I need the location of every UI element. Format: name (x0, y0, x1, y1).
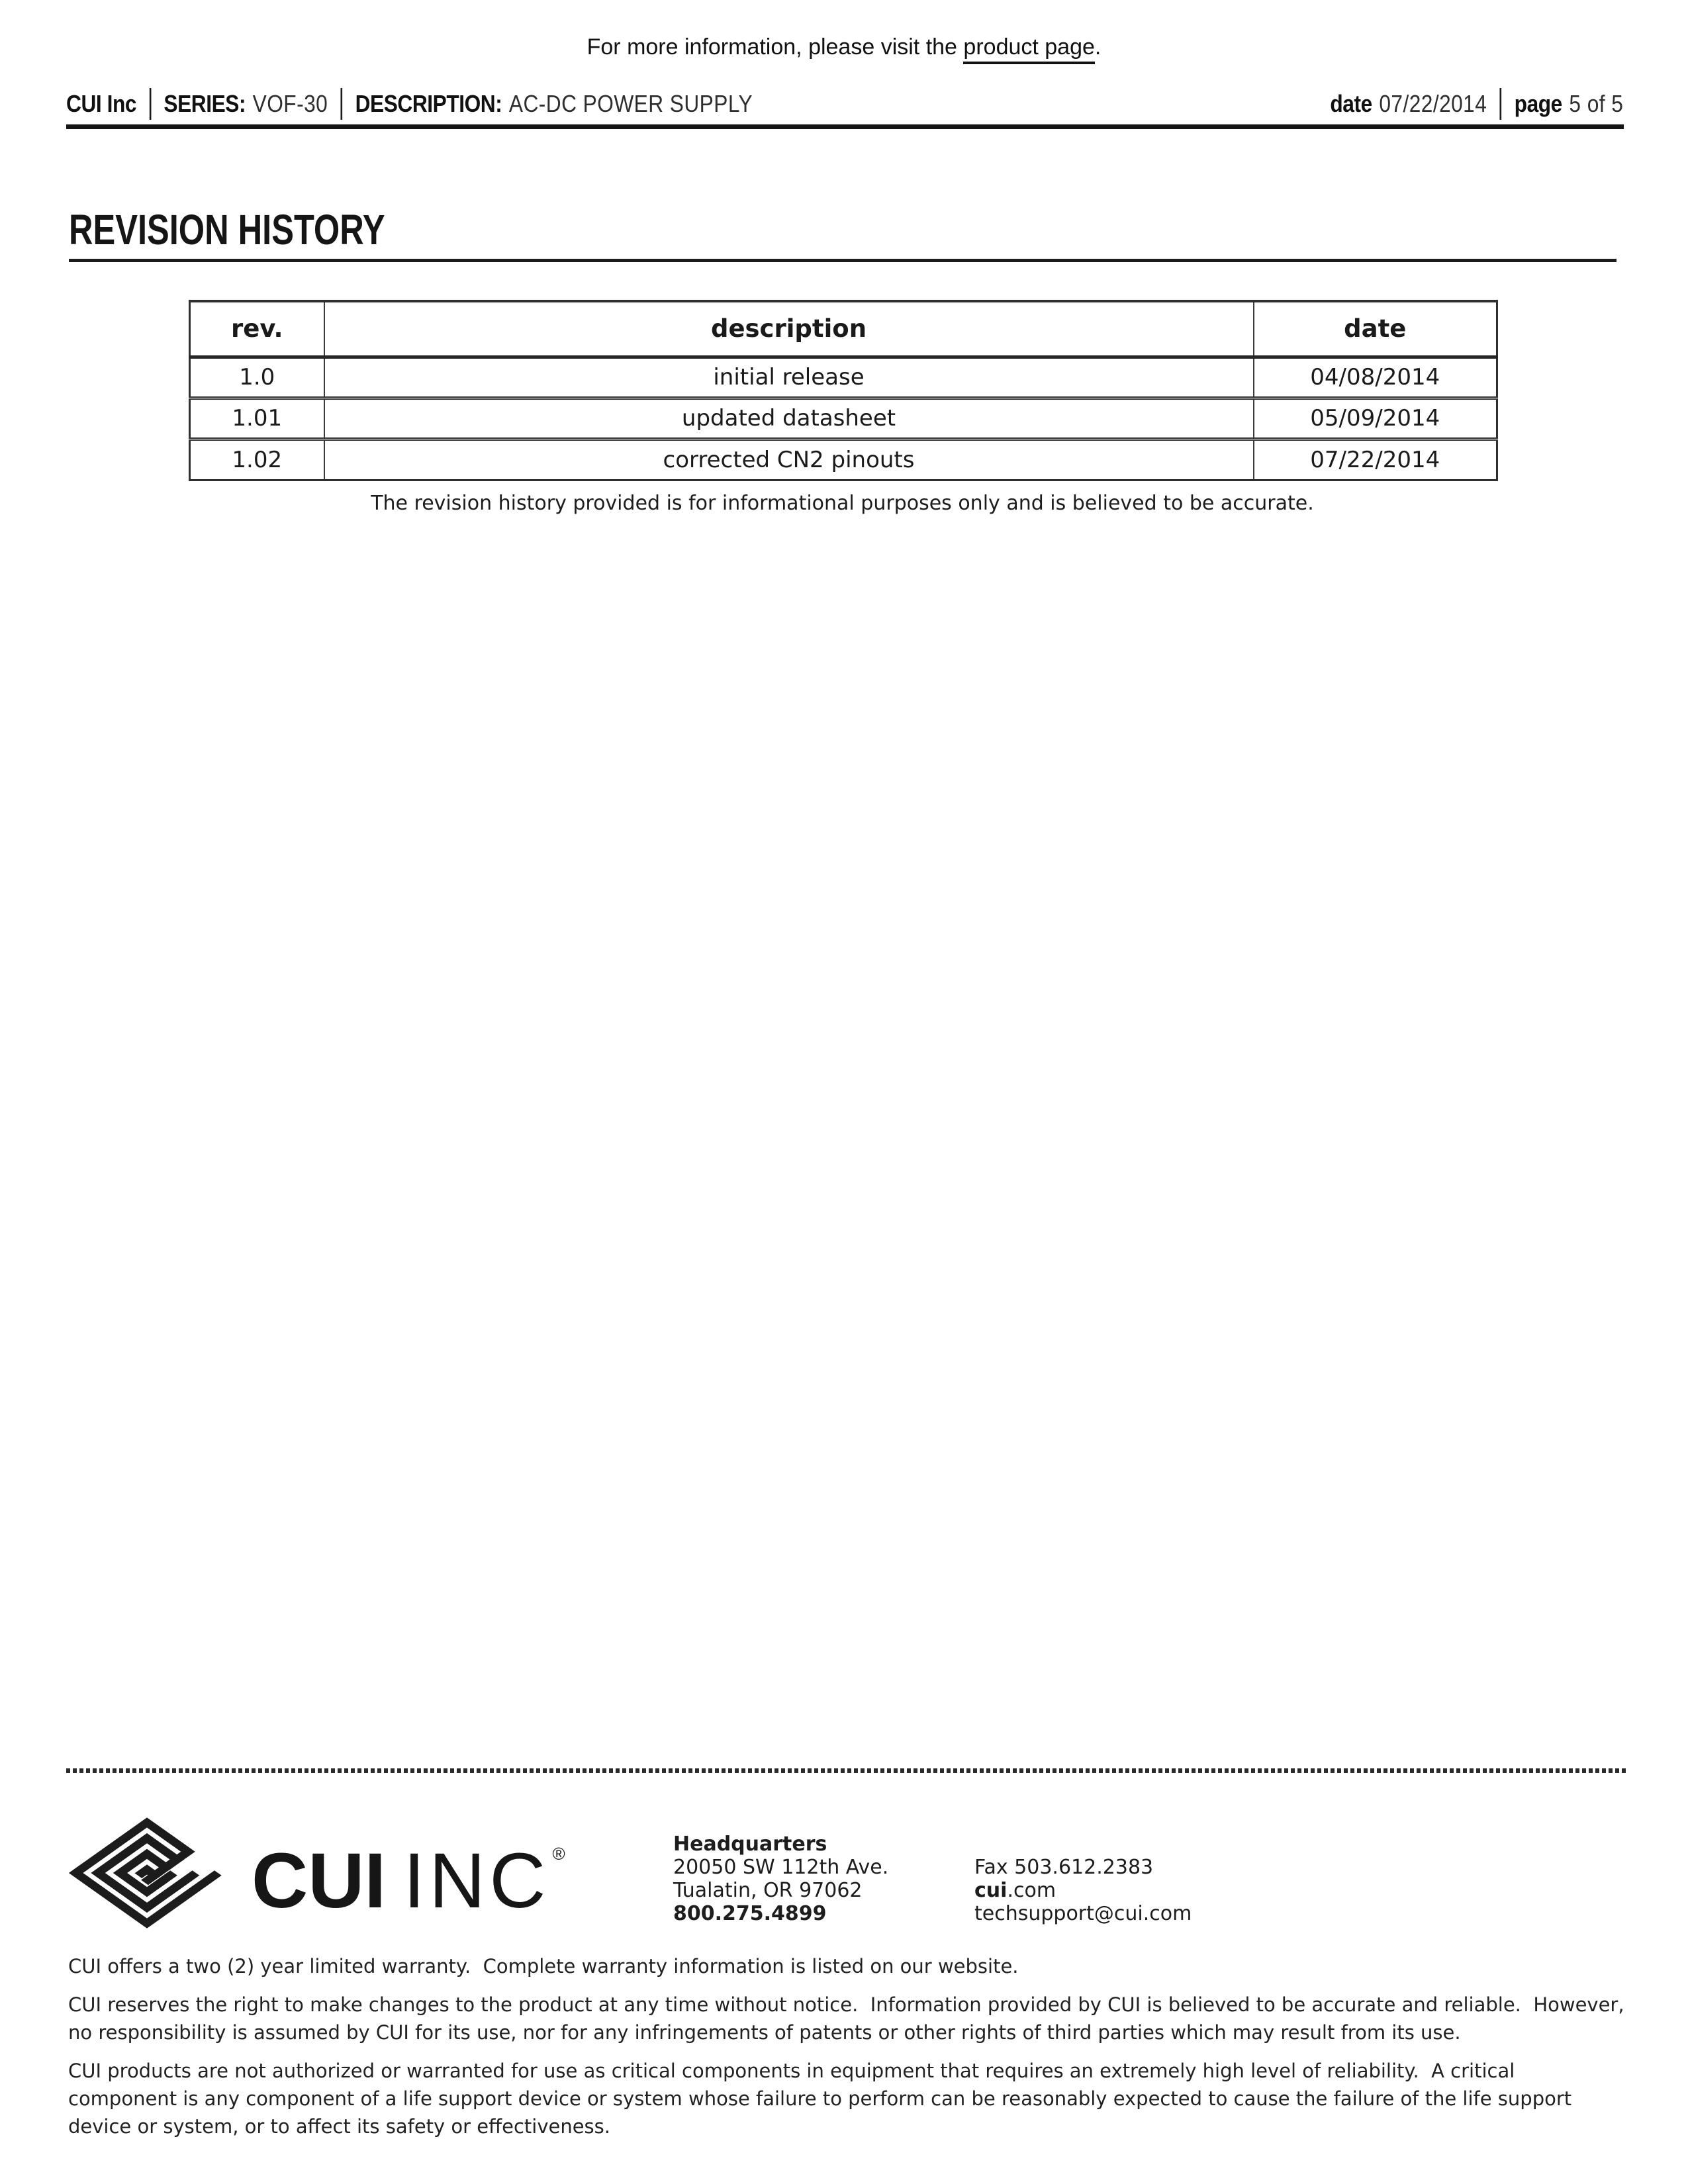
header-rule (66, 124, 1624, 129)
cell-description: updated datasheet (324, 398, 1254, 439)
cui-wordmark (252, 1837, 565, 1925)
revision-history-table (189, 300, 1496, 481)
website (974, 1879, 1192, 1902)
company-name: CUI Inc (66, 90, 137, 117)
legal-paragraph-critical: CUI products are not authorized or warranted for use as critical components in equipment that requires an extremely high level of reliability. A critical component is any component of a life support device or system whose failure to perform can be reasonably expected to cause the failure of the life support device or system, or to affect its safety or effectiveness. (68, 2060, 1578, 2138)
date-label: date (1330, 90, 1372, 117)
website-domain-bold: cui (974, 1879, 1008, 1902)
table-row (190, 398, 1497, 439)
legal-text-block (68, 1952, 1630, 2151)
title-rule (69, 259, 1617, 262)
col-header-description: description (324, 301, 1254, 357)
phone-number: 800.275.4899 (673, 1902, 827, 1925)
header-separator (149, 88, 151, 120)
cell-description: corrected CN2 pinouts (324, 439, 1254, 480)
cell-rev: 1.01 (190, 398, 324, 439)
date-value: 07/22/2014 (1379, 90, 1487, 117)
cell-description: initial release (324, 357, 1254, 398)
top-note-suffix: . (1094, 34, 1102, 60)
wordmark-cui: CUI (252, 1837, 387, 1925)
address-line-2: Tualatin, OR 97062 (673, 1879, 863, 1902)
col-header-date: date (1254, 301, 1497, 357)
revision-note: The revision history provided is for informational purposes only and is believed to be accurate. (371, 492, 1314, 515)
table-header-row (190, 301, 1497, 357)
description-label: DESCRIPTION: (355, 90, 502, 117)
top-note-prefix: For more information, please visit the (586, 34, 964, 60)
table-row (190, 439, 1497, 480)
wordmark-inc: INC (403, 1837, 550, 1925)
product-page-link[interactable]: product page (963, 34, 1095, 64)
description-value: AC-DC POWER SUPPLY (508, 90, 753, 117)
website-domain-rest: .com (1007, 1879, 1056, 1902)
cell-rev: 1.0 (239, 364, 275, 390)
col-header-rev: rev. (190, 301, 324, 357)
cell-date: 07/22/2014 (1254, 439, 1497, 480)
legal-paragraph-warranty: CUI offers a two (2) year limited warranty. Complete warranty information is listed on our website. (68, 1955, 1019, 1978)
series-label: SERIES: (164, 90, 246, 117)
cell-date: 04/08/2014 (1254, 357, 1497, 398)
headquarters-title: Headquarters (673, 1833, 827, 1856)
page-label: page (1514, 90, 1562, 117)
support-email: techsupport@cui.com (974, 1902, 1192, 1925)
fax-number: Fax 503.612.2383 (974, 1856, 1154, 1879)
header-separator (1499, 88, 1501, 120)
top-note (0, 34, 1688, 60)
cell-date: 05/09/2014 (1254, 398, 1497, 439)
registered-trademark-icon: ® (552, 1844, 565, 1864)
address-line-1: 20050 SW 112th Ave. (673, 1856, 889, 1879)
page-title: REVISION HISTORY (69, 206, 385, 253)
header-separator (341, 88, 343, 120)
headquarters-block (673, 1833, 888, 1925)
series-value: VOF-30 (252, 90, 328, 117)
table-row (190, 357, 1497, 398)
footer-dotted-divider (66, 1768, 1628, 1773)
contact-block (974, 1856, 1192, 1925)
legal-paragraph-changes: CUI reserves the right to make changes to the product at any time without notice. Information provided by CUI is believed to be accurate and reliable. However, no responsibility is assumed by CUI for its use, nor for any infringements of patents or other rights of third parties which may result from its use. (68, 1993, 1630, 2044)
cui-logo-icon (65, 1815, 229, 1931)
header-right (1330, 85, 1623, 123)
cell-rev: 1.02 (190, 439, 324, 480)
header-left (66, 85, 753, 123)
page-number: 5 of 5 (1569, 90, 1623, 117)
